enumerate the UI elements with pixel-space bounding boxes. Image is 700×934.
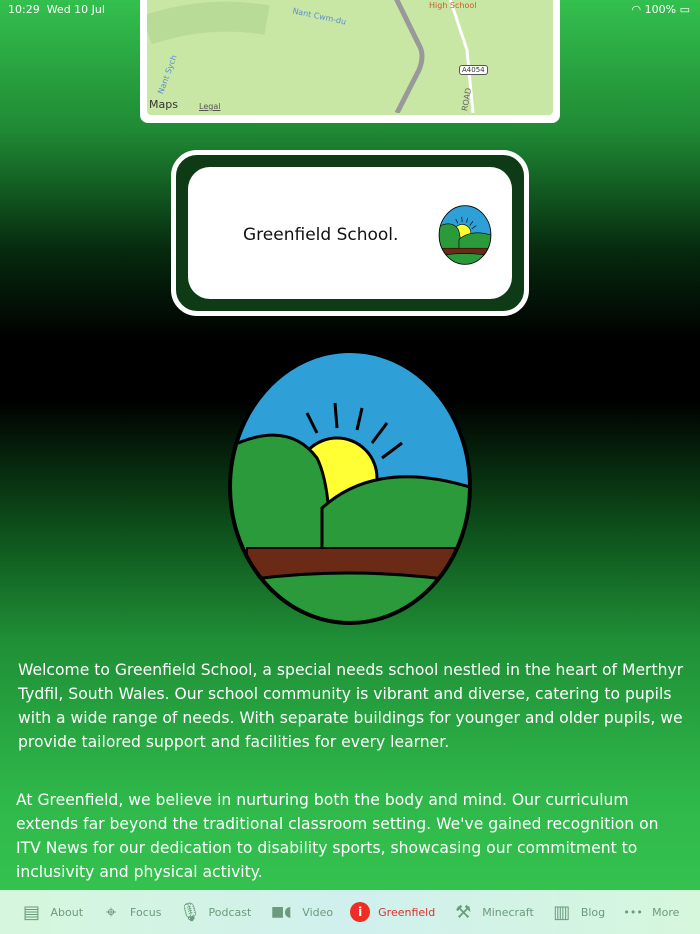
time: 10:29	[8, 3, 40, 16]
tab-minecraft[interactable]: ⚒ Minecraft	[452, 902, 534, 923]
school-card[interactable]	[171, 150, 529, 316]
info-icon: i	[350, 902, 370, 922]
map-label-high-school: High School	[429, 1, 477, 10]
crosshair-icon: ⌖	[105, 901, 117, 923]
tab-focus[interactable]: ⌖ Focus	[100, 902, 161, 923]
battery: ◠ 100% ▭	[631, 3, 690, 16]
video-camera-icon: ■◖	[270, 904, 292, 920]
tab-bar	[0, 890, 700, 934]
map-roads	[147, 0, 553, 113]
tab-podcast[interactable]: 🎙 Podcast	[178, 901, 252, 923]
school-logo	[227, 348, 473, 626]
school-logo-small	[438, 205, 492, 265]
tab-greenfield[interactable]: i Greenfield	[350, 902, 435, 922]
intro-paragraph: Welcome to Greenfield School, a special needs school nestled in the heart of Merthyr Tydfil, South Wales. Our school community is vibrant and diverse, catering to pupils with a wide range of needs. With separate buildings for younger and older pupils, we provide tailored support and facilities for every learner.	[18, 661, 684, 751]
maps-logo: Maps	[149, 98, 178, 111]
hammer-icon: ⚒	[455, 901, 472, 923]
more-icon: •••	[623, 905, 643, 919]
curriculum-paragraph: At Greenfield, we believe in nurturing both the body and mind. Our curriculum extends far beyond the traditional classroom setting. We've gained recognition on ITV News for our dedication to disability sports, showcasing our commitment to inclusivity and physical activity.	[16, 791, 659, 881]
book-icon: ▥	[553, 901, 571, 923]
date: Wed 10 Jul	[46, 3, 105, 16]
tab-blog[interactable]: ▥ Blog	[551, 902, 605, 923]
about-icon: ▤	[22, 901, 40, 923]
tab-video[interactable]: ■◖ Video	[268, 904, 333, 920]
legal-link[interactable]: Legal	[199, 102, 221, 111]
tab-about[interactable]: ▤ About	[21, 902, 84, 923]
map-view[interactable]: High School Nant Cwm-du Nant Sych A4054 ROAD Maps Legal	[140, 0, 560, 123]
tab-more[interactable]: ••• More	[623, 905, 680, 919]
school-title: Greenfield School.	[243, 225, 399, 245]
microphone-icon: 🎙	[178, 901, 202, 923]
